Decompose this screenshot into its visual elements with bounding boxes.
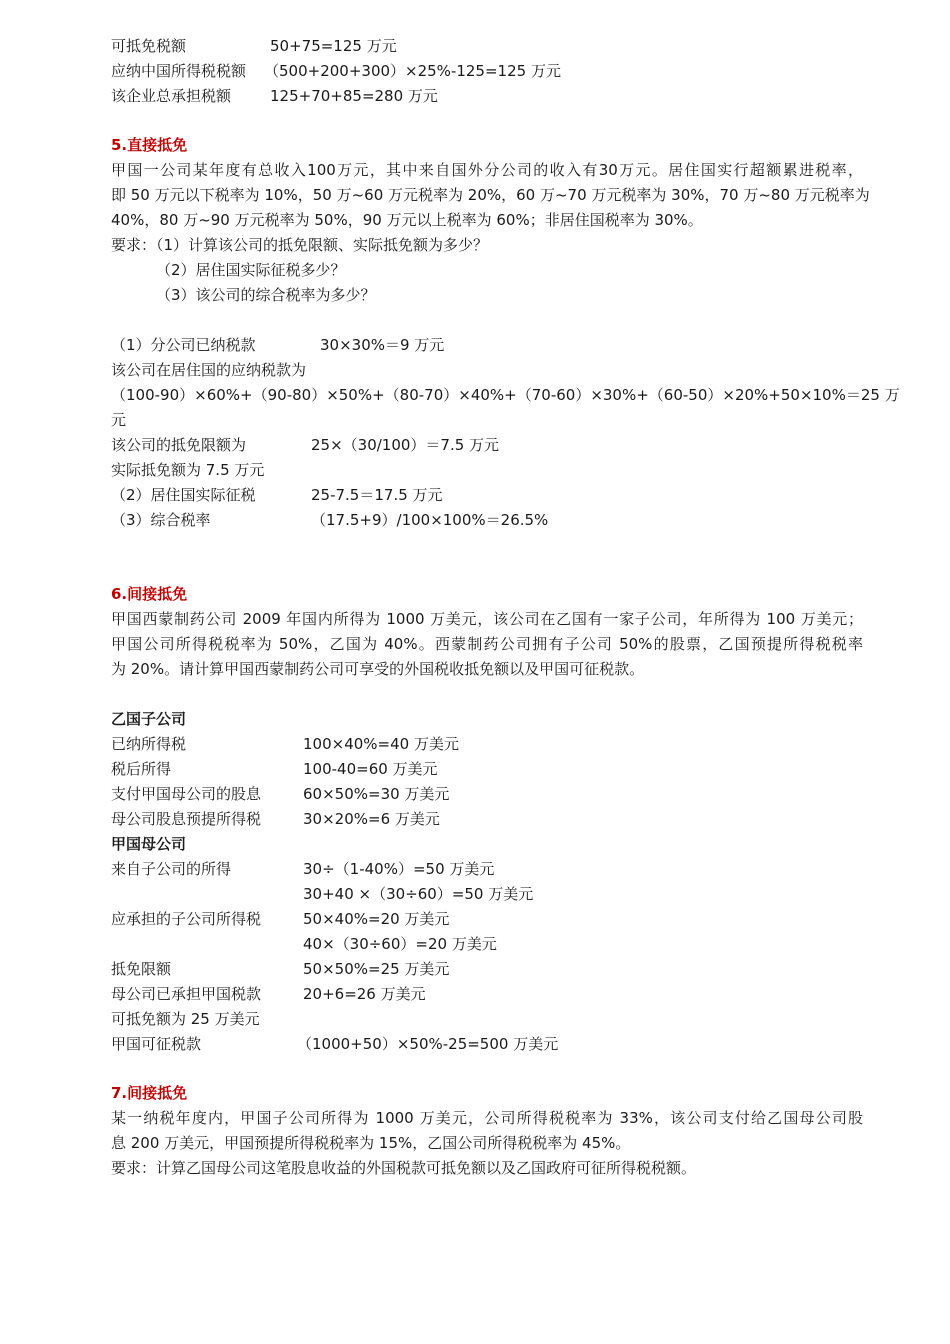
- sec6-row: [111, 983, 426, 1005]
- sec6-row: [111, 733, 459, 755]
- row-value: 30÷（1-40%）=50 万美元: [303, 860, 495, 878]
- row-label: 母公司股息预提所得税: [111, 810, 262, 828]
- sec5-paragraph-line: 40%，80 万~90 万元税率为 50%，90 万元以上税率为 60%；非居住国税率为 30%。: [111, 211, 703, 229]
- row-value: 100×40%=40 万美元: [303, 735, 459, 753]
- row-value: （17.5+9）/100×100%＝26.5%: [311, 511, 549, 529]
- sec6-subheading: 甲国母公司: [111, 835, 187, 853]
- sec6-row: [111, 958, 450, 980]
- sec6-row: [111, 858, 495, 880]
- row-label: 已纳所得税: [111, 735, 187, 753]
- sec5-answer-line: 该公司在居住国的应纳税款为: [111, 361, 307, 379]
- row-value: 60×50%=30 万美元: [303, 785, 450, 803]
- row-label: 该企业总承担税额: [111, 87, 232, 105]
- row-label: （2）居住国实际征税: [111, 486, 256, 504]
- sec5-question: （2）居住国实际征税多少？: [156, 261, 346, 279]
- row-value: 50+75=125 万元: [270, 37, 397, 55]
- sec5-answer-row: [111, 484, 443, 506]
- row-label: 应纳中国所得税税额: [111, 62, 247, 80]
- sec4-line-creditable: [111, 35, 397, 57]
- sec6-line: 可抵免额为 25 万美元: [111, 1010, 260, 1028]
- row-label: 甲国可征税款: [111, 1035, 202, 1053]
- sec5-answer-row: [111, 434, 500, 456]
- sec5-question: 要求：（1）计算该公司的抵免限额、实际抵免额为多少？: [111, 236, 489, 254]
- sec5-answer-line: 元: [111, 411, 127, 429]
- row-value: 50×40%=20 万美元: [303, 910, 450, 928]
- row-label: 来自子公司的所得: [111, 860, 232, 878]
- row-value: 30×30%＝9 万元: [320, 336, 445, 354]
- row-value: 50×50%=25 万美元: [303, 960, 450, 978]
- sec6-paragraph-line: 甲国公司所得税税率为 50%，乙国为 40%。西蒙制药公司拥有子公司 50%的股票，乙国预提所得税税率: [111, 635, 863, 653]
- sec5-question: （3）该公司的综合税率为多少？: [156, 286, 376, 304]
- sec5-paragraph-line: 即 50 万元以下税率为 10%，50 万~60 万元税率为 20%，60 万~70 万元税率为 30%，70 万~80 万元税率为: [111, 186, 870, 204]
- sec5-paragraph-line: 甲国一公司某年度有总收入100万元，其中来自国外分公司的收入有30万元。居住国实行超额累进税率，: [111, 161, 863, 179]
- row-value: 30×20%=6 万美元: [303, 810, 440, 828]
- sec7-paragraph-line: 要求：计算乙国母公司这笔股息收益的外国税款可抵免额以及乙国政府可征所得税税额。: [111, 1159, 697, 1177]
- row-label: 税后所得: [111, 760, 172, 778]
- sec5-answer-row: [111, 509, 549, 531]
- section-7-title: 7.间接抵免: [111, 1084, 188, 1102]
- row-value: 100-40=60 万美元: [303, 760, 438, 778]
- row-value: 125+70+85=280 万元: [270, 87, 438, 105]
- row-label: 母公司已承担甲国税款: [111, 985, 262, 1003]
- sec6-paragraph-line: 甲国西蒙制药公司 2009 年国内所得为 1000 万美元，该公司在乙国有一家子公司，年所得为 100 万美元；: [111, 610, 863, 628]
- section-6-title: 6.间接抵免: [111, 585, 188, 603]
- row-label: 该公司的抵免限额为: [111, 436, 247, 454]
- sec6-row: [111, 808, 440, 830]
- row-label: （1）分公司已纳税款: [111, 336, 256, 354]
- row-label: 支付甲国母公司的股息: [111, 785, 262, 803]
- sec6-paragraph-line: 为 20%。请计算甲国西蒙制药公司可享受的外国税收抵免额以及甲国可征税款。: [111, 660, 645, 678]
- sec6-row: [111, 758, 438, 780]
- section-5-title: 5.直接抵免: [111, 136, 188, 154]
- sec7-paragraph-line: 某一纳税年度内，甲国子公司所得为 1000 万美元，公司所得税税率为 33%，该公司支付给乙国母公司股: [111, 1109, 863, 1127]
- sec6-row-continuation: 30+40 ×（30÷60）=50 万美元: [303, 885, 534, 903]
- row-value: 25-7.5＝17.5 万元: [311, 486, 443, 504]
- row-value: （1000+50）×50%-25=500 万美元: [297, 1035, 559, 1053]
- row-label: 可抵免税额: [111, 37, 187, 55]
- sec6-row: [111, 783, 450, 805]
- row-label: （3）综合税率: [111, 511, 211, 529]
- row-label: 应承担的子公司所得税: [111, 910, 262, 928]
- row-label: 抵免限额: [111, 960, 172, 978]
- sec5-answer-line: 实际抵免额为 7.5 万元: [111, 461, 265, 479]
- sec7-paragraph-line: 息 200 万美元，甲国预提所得税税率为 15%，乙国公司所得税税率为 45%。: [111, 1134, 631, 1152]
- sec6-row: [111, 1033, 559, 1055]
- sec5-answer-line: （100-90）×60%+（90-80）×50%+（80-70）×40%+（70-60）×30%+（60-50）×20%+50×10%＝25 万: [111, 386, 900, 404]
- row-value: （500+200+300）×25%-125=125 万元: [264, 62, 561, 80]
- sec4-line-total-tax: [111, 85, 438, 107]
- sec6-subheading: 乙国子公司: [111, 710, 187, 728]
- sec4-line-china-tax: [111, 60, 561, 82]
- sec6-row: [111, 908, 450, 930]
- row-value: 20+6=26 万美元: [303, 985, 426, 1003]
- row-value: 25×（30/100）＝7.5 万元: [311, 436, 500, 454]
- sec5-answer-row: [111, 334, 445, 356]
- sec6-row-continuation: 40×（30÷60）=20 万美元: [303, 935, 497, 953]
